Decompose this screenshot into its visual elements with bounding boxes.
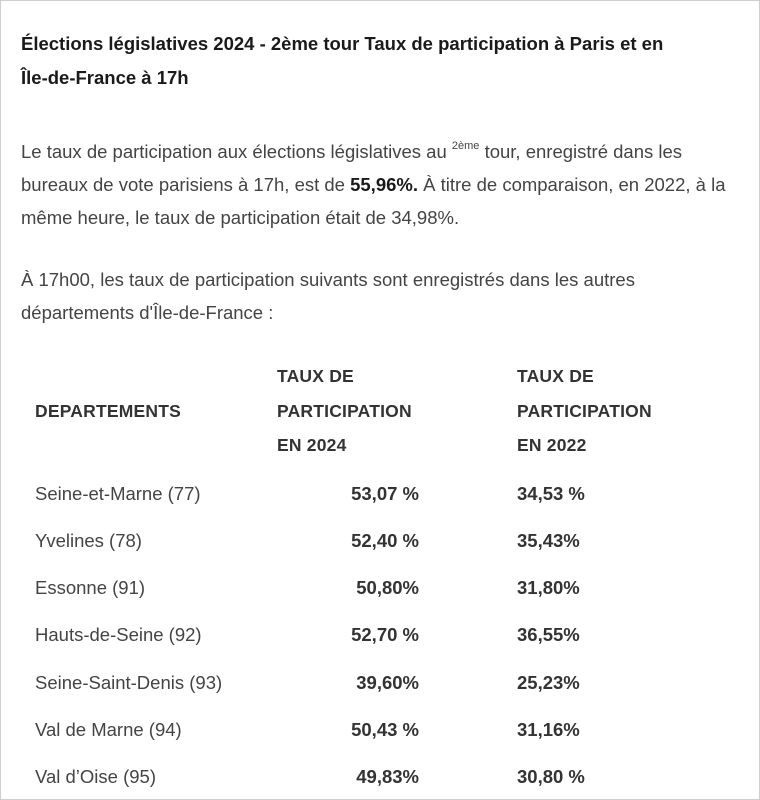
title-line-1: Élections législatives 2024 - 2ème tour Taux de participation à Paris et en: [21, 33, 664, 54]
intro-paragraph: [21, 135, 746, 234]
header-2024: [277, 359, 412, 463]
header-2022-line-2: PARTICIPATION: [517, 400, 652, 421]
header-2022-line-1: TAUX DE: [517, 366, 594, 386]
table-row: [1, 479, 760, 509]
table-row: [1, 715, 760, 745]
table-row: [1, 620, 760, 650]
rate-2024: 53,07 %: [351, 483, 419, 504]
header-2024-line-1: TAUX DE: [277, 366, 354, 386]
table-row: [1, 573, 760, 603]
department-name: Yvelines (78): [35, 530, 142, 551]
header-departements: DEPARTEMENTS: [35, 401, 181, 421]
departments-intro-paragraph: À 17h00, les taux de participation suivants sont enregistrés dans les autres départements d'Île-de-France :: [21, 269, 635, 323]
department-name: Essonne (91): [35, 577, 146, 598]
intro-text-1: Le taux de participation aux élections législatives au: [21, 141, 452, 162]
rate-2024: 52,70 %: [351, 624, 419, 645]
header-2024-line-2: PARTICIPATION: [277, 400, 412, 421]
rate-2022: 31,80%: [517, 577, 580, 598]
table-row: [1, 762, 760, 792]
rate-2022: 36,55%: [517, 624, 580, 645]
department-name: Val de Marne (94): [35, 719, 182, 740]
department-name: Hauts-de-Seine (92): [35, 624, 202, 645]
department-name: Seine-et-Marne (77): [35, 483, 201, 504]
department-name: Val d’Oise (95): [35, 766, 156, 787]
department-name: Seine-Saint-Denis (93): [35, 672, 223, 693]
table-row: [1, 668, 760, 698]
rate-2022: 35,43%: [517, 530, 580, 551]
intro-text-2: tour, enregistré dans les bureaux de vote parisiens à 17h, est de: [21, 141, 683, 195]
rate-2024: 50,80%: [356, 577, 419, 598]
rate-2024: 49,83%: [356, 766, 419, 787]
rate-2022: 30,80 %: [517, 766, 585, 787]
paris-rate: 55,96%.: [350, 174, 418, 195]
rate-2022: 31,16%: [517, 719, 580, 740]
rate-2024: 39,60%: [356, 672, 419, 693]
article-title: [21, 27, 741, 95]
header-2022-line-3: EN 2022: [517, 435, 587, 455]
rate-2022: 25,23%: [517, 672, 580, 693]
title-line-2: Île-de-France à 17h: [21, 67, 189, 88]
header-2024-line-3: EN 2024: [277, 435, 347, 455]
rate-2024: 50,43 %: [351, 719, 419, 740]
header-2022: [517, 359, 652, 463]
intro-superscript: 2ème: [451, 139, 480, 152]
rate-2024: 52,40 %: [351, 530, 419, 551]
table-row: [1, 526, 760, 556]
intro-text-3: À titre de comparaison, en 2022, à la même heure, le taux de participation était de 34,98%.: [21, 174, 726, 228]
rate-2022: 34,53 %: [517, 483, 585, 504]
